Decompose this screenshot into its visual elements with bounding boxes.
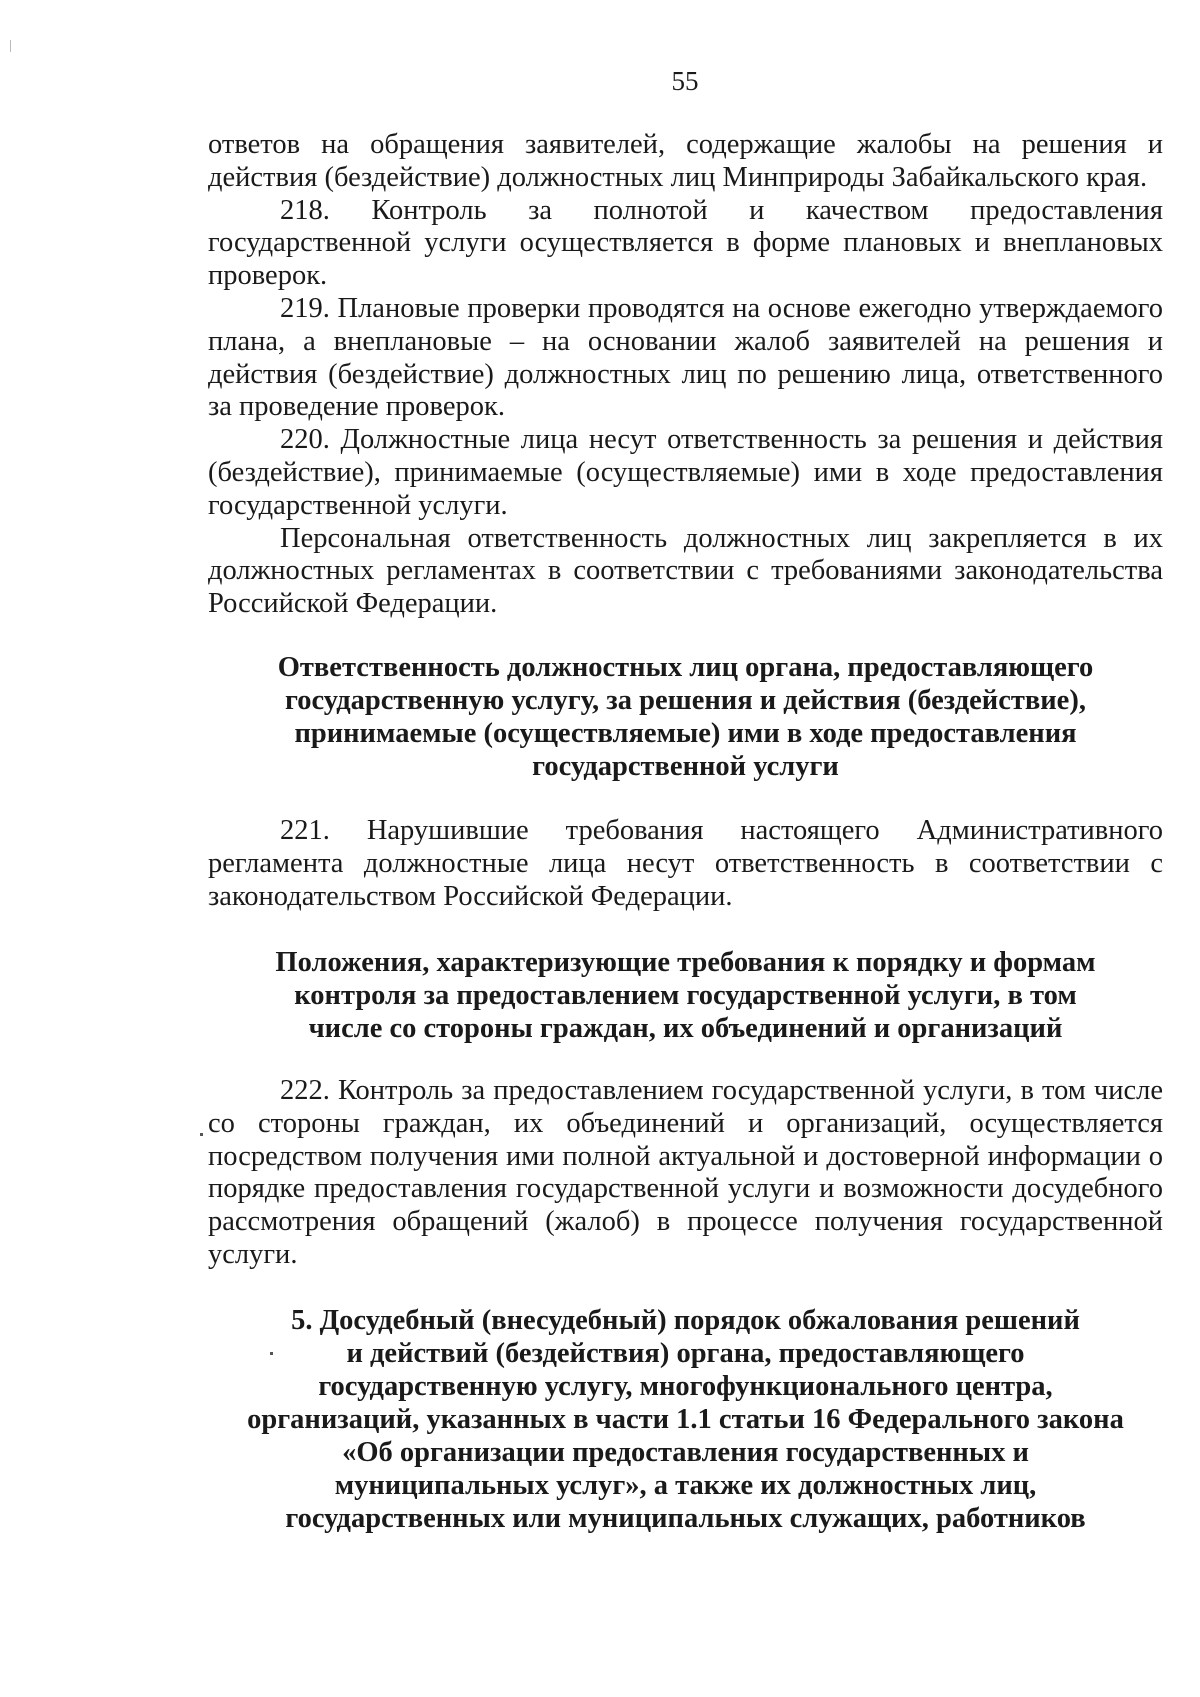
heading-line: и действий (бездействия) органа, предоставляющего (346, 1338, 1025, 1369)
paragraph-222: 222. Контроль за предоставлением государственной услуги, в том числе со стороны граждан, их объединений и организаций, осуществляется посредством получения ими полной актуальной и достоверной информации о порядке предоставления государственной услуги и возможности досудебного рассмотрения обращений (жалоб) в процессе получения государственной услуги. (208, 1075, 1163, 1270)
section-heading-5-appeal-procedure (208, 1304, 1163, 1535)
heading-line: Положения, характеризующие требования к порядку и формам (275, 947, 1096, 978)
text-block-221 (208, 815, 1163, 913)
paragraph-219: 219. Плановые проверки проводятся на основе ежегодно утверждаемого плана, а внеплановые – на основании жалоб заявителей на решения и действия (бездействие) должностных лиц по решению лица, ответственного за проведение проверок. (208, 292, 1163, 423)
heading-line: государственную услугу, за решения и действия (бездействие), (285, 685, 1086, 716)
heading-line: организаций, указанных в части 1.1 статьи 16 Федерального закона (247, 1404, 1124, 1435)
page-number: 55 (671, 66, 699, 96)
scan-margin-mark (10, 40, 11, 52)
paragraph-218: 218. Контроль за полнотой и качеством предоставления государственной услуги осуществляется в форме плановых и внеплановых проверок. (208, 194, 1163, 292)
section-heading-control-requirements (208, 946, 1163, 1045)
heading-line: принимаемые (осуществляемые) ими в ходе предоставления (294, 718, 1077, 749)
heading-line: Ответственность должностных лиц органа, предоставляющего (277, 652, 1094, 683)
paragraph-personal-responsibility: Персональная ответственность должностных лиц закрепляется в их должностных регламентах в соответствии с требованиями законодательства Российской Федерации. (208, 522, 1163, 620)
heading-line: государственной услуги (532, 751, 839, 782)
heading-line: государственную услугу, многофункционального центра, (318, 1371, 1053, 1402)
paragraph-continuation: ответов на обращения заявителей, содержащие жалобы на решения и действия (бездействие) должностных лиц Минприроды Забайкальского края. (208, 129, 1163, 193)
heading-line: контроля за предоставлением государственной услуги, в том (294, 980, 1077, 1011)
heading-line: «Об организации предоставления государственных и (342, 1437, 1029, 1468)
paragraph-220: 220. Должностные лица несут ответственность за решения и действия (бездействие), принимаемые (осуществляемые) ими в ходе предоставления государственной услуги. (208, 424, 1163, 521)
heading-line: числе со стороны граждан, их объединений и организаций (308, 1013, 1063, 1044)
heading-line: муниципальных услуг», а также их должностных лиц, (334, 1470, 1037, 1501)
section-heading-responsibility (208, 651, 1163, 783)
heading-line: государственных или муниципальных служащих, работников (285, 1503, 1086, 1534)
scan-speck (200, 1133, 203, 1136)
heading-line: 5. Досудебный (внесудебный) порядок обжалования решений (291, 1305, 1080, 1336)
paragraph-221: 221. Нарушившие требования настоящего Административного регламента должностные лица несут ответственность в соответствии с законодательством Российской Федерации. (208, 815, 1163, 912)
text-block-218-220 (208, 129, 1163, 621)
text-block-222 (208, 1075, 1163, 1272)
scan-speck (270, 1352, 273, 1355)
